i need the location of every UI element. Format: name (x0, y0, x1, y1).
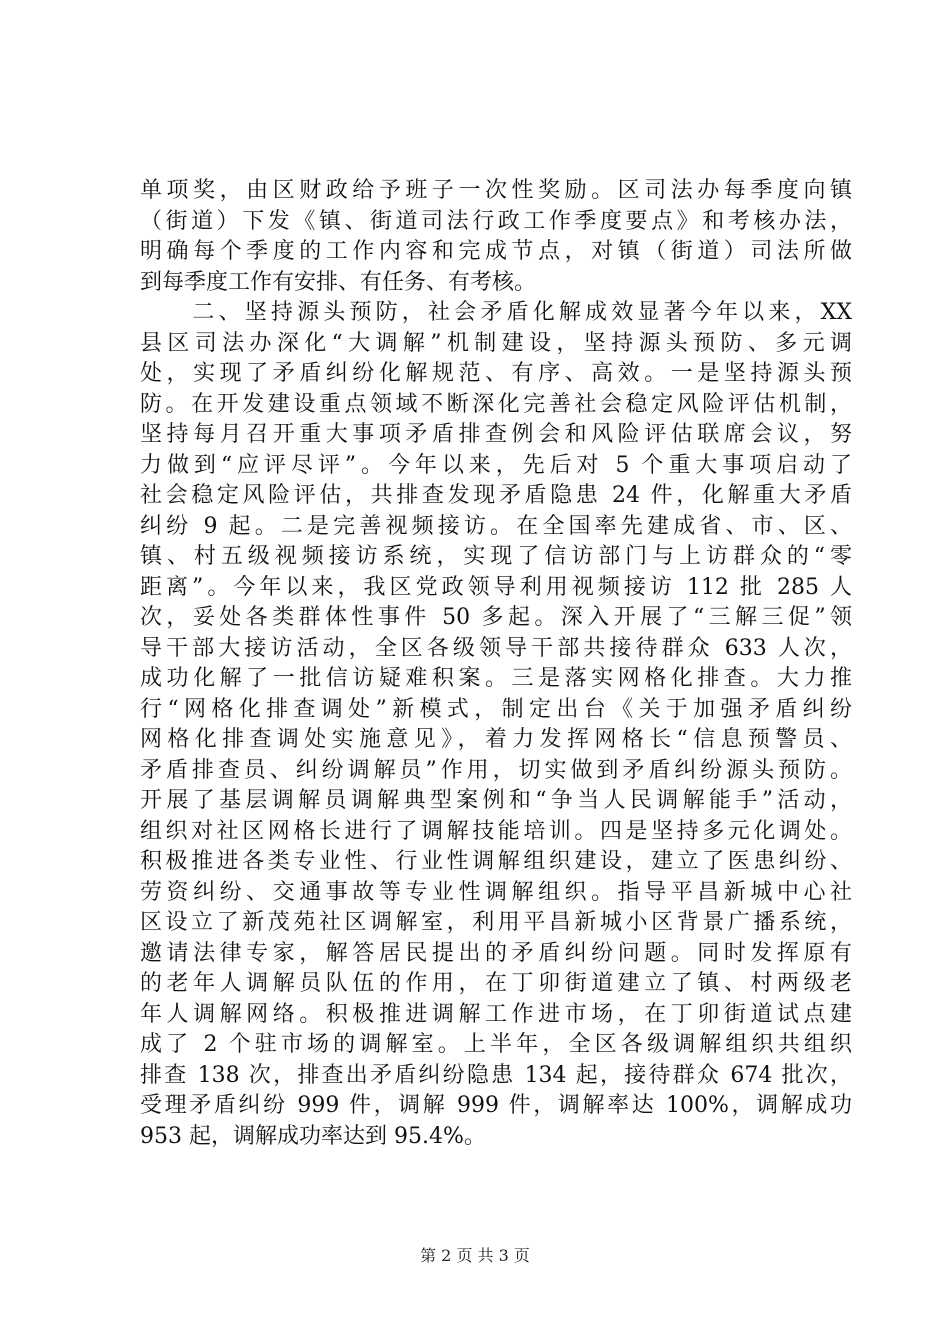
text-line: 开展了基层调解员调解典型案例和“争当人民调解能手”活动， (140, 788, 852, 813)
text-line: 受理矛盾纠纷 999 件，调解 999 件，调解率达 100%，调解成功 (140, 1093, 852, 1118)
text-line: 组织对社区网格长进行了调解技能培训。四是坚持多元化调处。 (140, 818, 852, 844)
text-line: 排查 138 次，排查出矛盾纠纷隐患 134 起，接待群众 674 批次， (140, 1062, 852, 1088)
text-line: 距离”。今年以来，我区党政领导利用视频接访 112 批 285 人 (140, 574, 852, 600)
text-line: 镇、村五级视频接访系统，实现了信访部门与上访群众的“零 (140, 544, 852, 569)
text-line: 次，妥处各类群体性事件 50 多起。深入开展了“三解三促”领 (140, 605, 852, 630)
text-line: 行“网格化排查调处”新模式，制定出台《关于加强矛盾纠纷 (140, 696, 852, 722)
text-line: 坚持每月召开重大事项矛盾排查例会和风险评估联席会议，努 (140, 422, 852, 447)
page-footer: 第 2 页 共 3 页 (420, 1246, 530, 1265)
text-line: 劳资纠纷、交通事故等专业性调解组织。指导平昌新城中心社 (140, 879, 852, 905)
text-line: 年人调解网络。积极推进调解工作进市场，在丁卯街道试点建 (140, 1001, 852, 1027)
text-line: 积极推进各类专业性、行业性调解组织建设，建立了医患纠纷、 (140, 849, 852, 874)
text-line: 成了 2 个驻市场的调解室。上半年，全区各级调解组织共组织 (140, 1032, 852, 1057)
text-line: 社会稳定风险评估，共排查发现矛盾隐患 24 件，化解重大矛盾 (140, 483, 852, 508)
text-line: （街道）下发《镇、街道司法行政工作季度要点》和考核办法， (140, 208, 852, 234)
text-line: 953 起，调解成功率达到 95.4%。 (140, 1123, 486, 1149)
text-line: 矛盾排查员、纠纷调解员”作用，切实做到矛盾纠纷源头预防。 (140, 757, 852, 783)
text-line: 县区司法办深化“大调解”机制建设，坚持源头预防、多元调 (140, 330, 852, 356)
text-line: 防。在开发建设重点领域不断深化完善社会稳定风险评估机制， (140, 391, 852, 417)
text-line: 导干部大接访活动，全区各级领导干部共接待群众 633 人次， (140, 635, 852, 661)
text-line: 力做到“应评尽评”。今年以来，先后对 5 个重大事项启动了 (140, 452, 852, 478)
text-line: 的老年人调解员队伍的作用，在丁卯街道建立了镇、村两级老 (140, 971, 852, 996)
text-line: 成功化解了一批信访疑难积案。三是落实网格化排查。大力推 (140, 666, 852, 691)
text-line: 区设立了新茂苑社区调解室，利用平昌新城小区背景广播系统， (140, 910, 852, 935)
text-line: 网格化排查调处实施意见》，着力发挥网格长“信息预警员、 (140, 727, 852, 752)
text-line: 到每季度工作有安排、有任务、有考核。 (140, 269, 537, 295)
text-line: 纠纷 9 起。二是完善视频接访。在全国率先建成省、市、区、 (140, 513, 852, 539)
text-line: 二、坚持源头预防，社会矛盾化解成效显著今年以来，XX (140, 300, 852, 325)
text-line: 明确每个季度的工作内容和完成节点，对镇（街道）司法所做 (140, 239, 852, 264)
text-line: 单项奖，由区财政给予班子一次性奖励。区司法办每季度向镇 (140, 178, 852, 203)
text-line: 处，实现了矛盾纠纷化解规范、有序、高效。一是坚持源头预 (140, 361, 852, 386)
text-line: 邀请法律专家，解答居民提出的矛盾纠纷问题。同时发挥原有 (140, 940, 852, 966)
body-text (140, 176, 852, 1152)
